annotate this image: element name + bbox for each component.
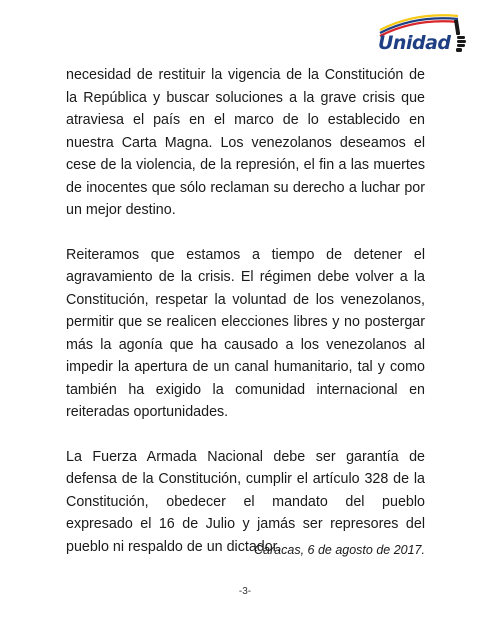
signoff-place-date: Caracas, 6 de agosto de 2017. [254, 543, 425, 557]
page-number: -3- [238, 586, 252, 597]
logo-wordmark: Unidad [378, 32, 451, 54]
letter-body [66, 64, 425, 580]
body-paragraph: necesidad de restituir la vigencia de la Constitución de la República y buscar soluciones a la grave crisis que atraviesa el país en el marco de lo establecido en nuestra Carta Magna. Los venezolanos deseamos el cese de la violencia, de la represión, el fin a las muertes de inocentes que sólo reclaman su derecho a luchar por un mejor destino. [66, 67, 425, 218]
body-paragraph: Reiteramos que estamos a tiempo de detener el agravamiento de la crisis. El régimen debe volver a la Constitución, respetar la voluntad de los venezolanos, permitir que se realicen elecciones libres y no postergar más la agonía que ha causado a los venezolanos al impedir la apertura de un canal humanitario, tal y como también ha exigido la comunidad internacional en reiteradas oportunidades. [66, 246, 425, 420]
body-paragraph: La Fuerza Armada Nacional debe ser garantía de defensa de la Constitución, cumplir el artículo 328 de la Constitución, obedecer el mandato del pueblo expresado el 16 de Julio y jamás ser represores del pueblo ni respaldo de un dictador. [66, 448, 425, 555]
unidad-logo [370, 2, 475, 60]
